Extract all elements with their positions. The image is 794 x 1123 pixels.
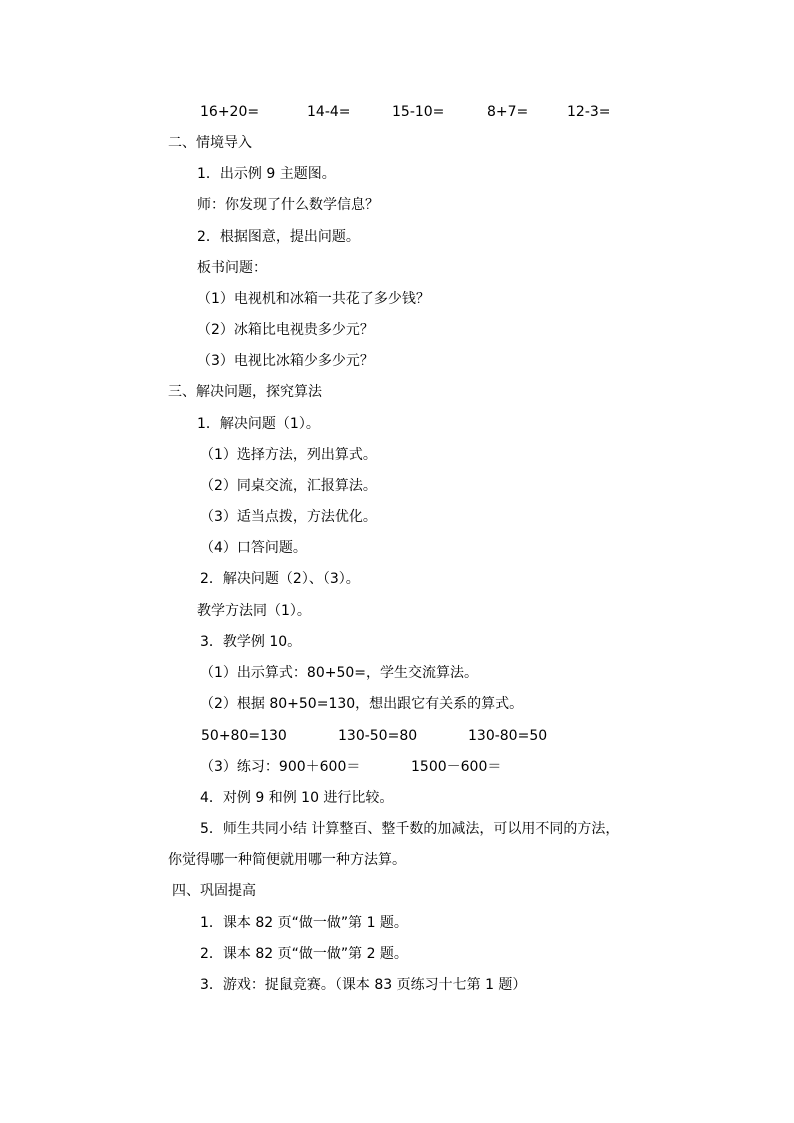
- question-item: （3）电视比冰箱少多少元？: [197, 353, 374, 369]
- list-item: （2）同桌交流，汇报算法。: [200, 478, 377, 494]
- paragraph: 1．课本 82 页“做一做”第 1 题。: [200, 915, 408, 931]
- list-item: （4）口答问题。: [200, 540, 307, 556]
- paragraph: 板书问题：: [197, 260, 267, 276]
- list-item: （2）根据 80+50=130，想出跟它有关系的算式。: [200, 696, 524, 712]
- equation-4: 8+7=: [487, 104, 529, 120]
- paragraph: 2．解决问题（2）、（3）。: [200, 571, 360, 587]
- practice-item: （3）练习：900＋600＝: [200, 759, 361, 775]
- section-heading-3: 三、解决问题，探究算法: [168, 384, 322, 400]
- paragraph: 师：你发现了什么数学信息？: [197, 197, 379, 213]
- paragraph: 1．解决问题（1）。: [197, 416, 320, 432]
- paragraph: 3．教学例 10。: [200, 634, 302, 650]
- list-item: （3）适当点拨，方法优化。: [200, 509, 377, 525]
- paragraph: 2．课本 82 页“做一做”第 2 题。: [200, 946, 408, 962]
- paragraph: 2．根据图意，提出问题。: [197, 229, 360, 245]
- list-item: （1）选择方法，列出算式。: [200, 447, 377, 463]
- equation-3: 15-10=: [392, 104, 445, 120]
- practice-equation: 1500－600＝: [411, 759, 502, 775]
- section-heading-2: 二、情境导入: [168, 135, 252, 151]
- question-item: （2）冰箱比电视贵多少元？: [197, 322, 374, 338]
- paragraph: 1．出示例 9 主题图。: [197, 166, 336, 182]
- related-equation-2: 130-50=80: [338, 728, 418, 744]
- paragraph: 4．对例 9 和例 10 进行比较。: [200, 790, 394, 806]
- paragraph: 教学方法同（1）。: [197, 603, 311, 619]
- list-item: （1）出示算式：80+50=，学生交流算法。: [200, 665, 478, 681]
- paragraph: 5．师生共同小结 计算整百、整千数的加减法，可以用不同的方法，: [200, 821, 620, 837]
- equation-1: 16+20=: [200, 104, 260, 120]
- paragraph: 你觉得哪一种简便就用哪一种方法算。: [168, 852, 406, 868]
- equation-2: 14-4=: [307, 104, 351, 120]
- section-heading-4: 四、巩固提高: [172, 883, 256, 899]
- equation-5: 12-3=: [567, 104, 611, 120]
- paragraph: 3．游戏：捉鼠竞赛。（课本 83 页练习十七第 1 题）: [200, 977, 527, 993]
- related-equation-3: 130-80=50: [468, 728, 548, 744]
- related-equation-1: 50+80=130: [201, 728, 287, 744]
- question-item: （1）电视机和冰箱一共花了多少钱？: [197, 291, 430, 307]
